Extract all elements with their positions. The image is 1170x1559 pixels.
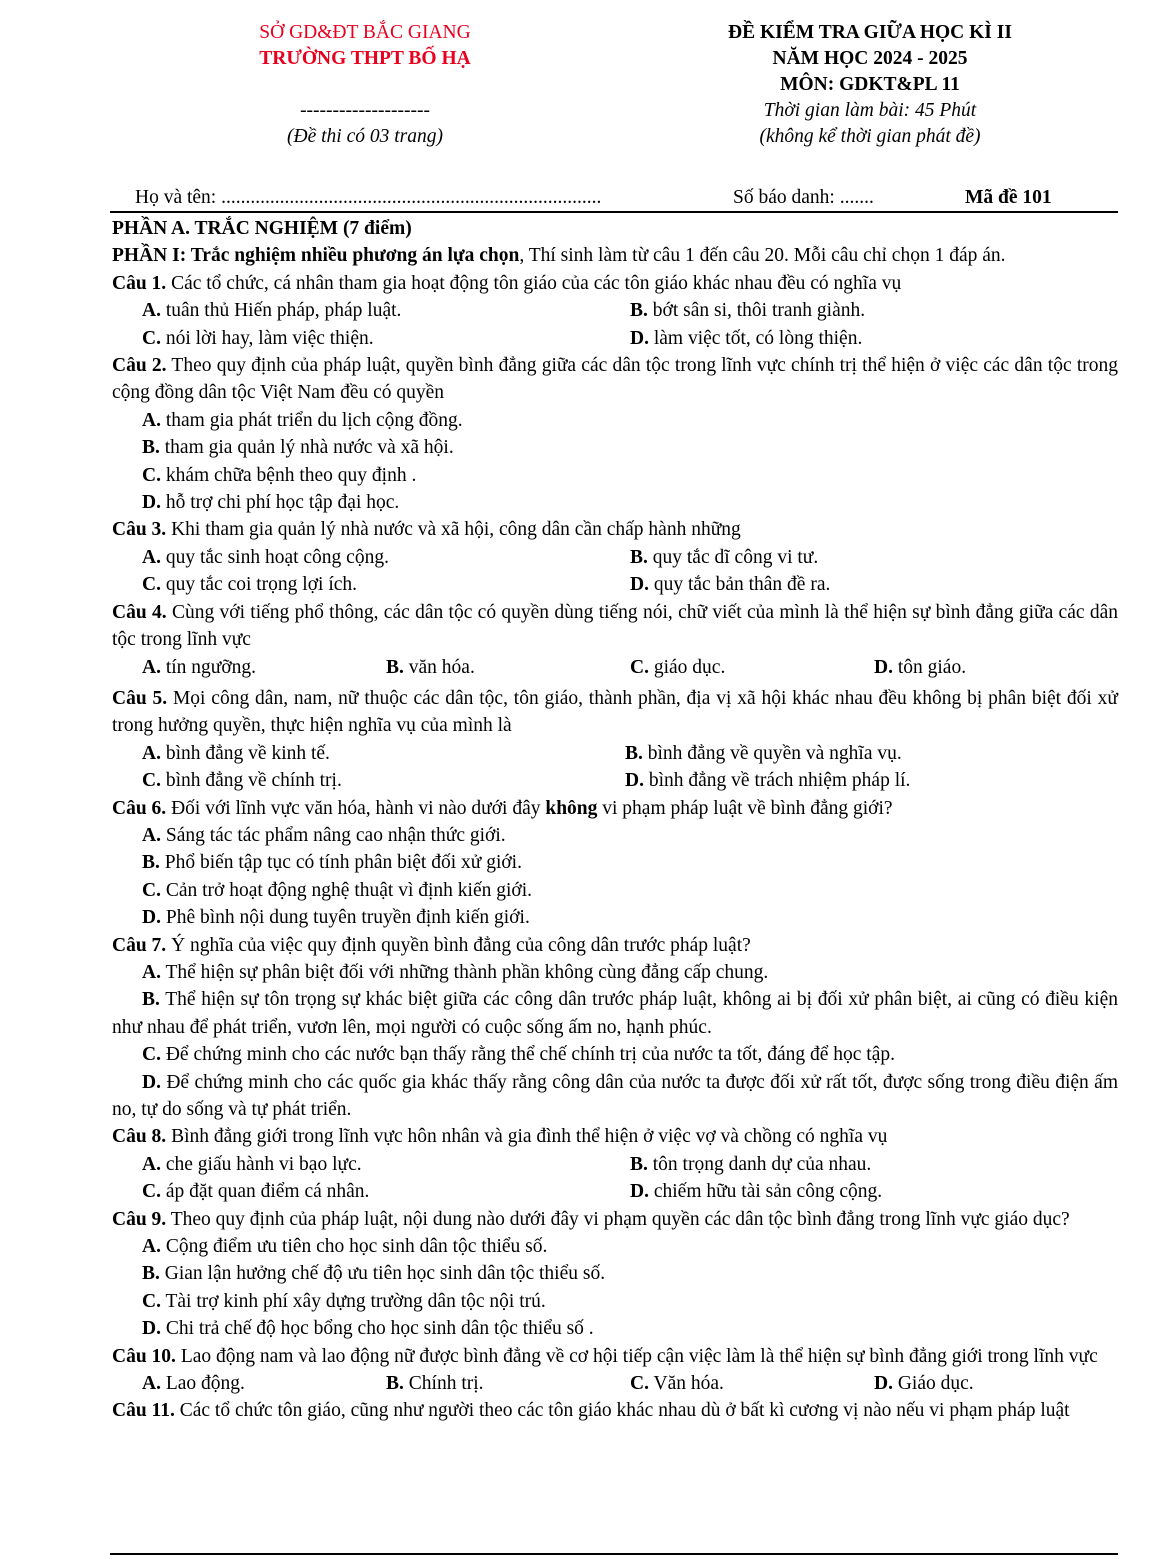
question-10 [112, 1343, 1118, 1370]
question-number: Câu 7. [112, 934, 167, 956]
question-1 [112, 270, 1118, 297]
bottom-rule [110, 1553, 1118, 1555]
option-d[interactable]: D. hỗ trợ chi phí học tập đại học. [142, 492, 400, 514]
student-id-field: Số báo danh: ....... [733, 187, 874, 208]
part1-title: PHẦN I: Trắc nghiệm nhiều phương án lựa chọn [112, 245, 520, 267]
question-number: Câu 9. [112, 1208, 167, 1230]
option-c[interactable]: C. Để chứng minh cho các nước bạn thấy rằng thể chế chính trị của nước ta tốt, đáng để học tập. [142, 1044, 895, 1066]
option-d[interactable]: D. Chi trả chế độ học bổng cho học sinh dân tộc thiểu số . [142, 1318, 594, 1340]
options-row [112, 325, 1118, 352]
option-d[interactable]: D. chiếm hữu tài sản công cộng. [630, 1181, 883, 1203]
question-6 [112, 795, 1118, 822]
question-text: Khi tham gia quản lý nhà nước và xã hội, công dân cần chấp hành những [166, 519, 741, 541]
question-9 [112, 1206, 1118, 1233]
question-number: Câu 8. [112, 1126, 167, 1148]
option-b[interactable]: B. bình đẳng về quyền và nghĩa vụ. [625, 742, 902, 764]
top-rule [110, 211, 1118, 213]
exam-code: Mã đề 101 [965, 187, 1052, 208]
option-a[interactable]: A. tín ngưỡng. [142, 656, 257, 678]
question-number: Câu 4. [112, 601, 167, 623]
option-d[interactable]: D. Giáo dục. [874, 1373, 974, 1395]
school-year: NĂM HỌC 2024 - 2025 [772, 48, 968, 69]
option-d[interactable]: D. Phê bình nội dung tuyên truyền định kiến giới. [142, 907, 530, 929]
option-b[interactable]: B. tham gia quản lý nhà nước và xã hội. [142, 437, 454, 459]
option-c[interactable]: C. Văn hóa. [630, 1373, 724, 1395]
exam-body [112, 215, 1118, 1425]
question-text: Các tổ chức tôn giáo, cũng như người theo các tôn giáo khác nhau dù ở bất kì cương vị nào nếu vi phạm pháp luật [174, 1400, 1070, 1422]
options-row [112, 544, 1118, 571]
question-number: Câu 11. [112, 1400, 175, 1422]
header-right [640, 20, 1100, 150]
option-a[interactable]: A. tuân thủ Hiến pháp, pháp luật. [142, 300, 402, 322]
option-b[interactable]: B. Chính trị. [386, 1373, 484, 1395]
question-number: Câu 1. [112, 272, 167, 294]
question-text: Theo quy định của pháp luật, quyền bình đẳng giữa các dân tộc trong lĩnh vực chính trị thể hiện ở việc các dân tộc trong cộng đồng dân tộc Việt Nam đều có quyền [112, 355, 1118, 404]
option-b[interactable]: B. tôn trọng danh dự của nhau. [630, 1153, 872, 1175]
option-d[interactable]: D. Để chứng minh cho các quốc gia khác thấy rằng công dân của nước ta được đối xử rất tốt, được sống trong điều điện ấm no, tự do sống và tự phát triển. [112, 1071, 1118, 1120]
option-b[interactable]: B. bớt sân si, thôi tranh giành. [630, 300, 866, 322]
option-a[interactable]: A. tham gia phát triển du lịch cộng đồng. [142, 409, 463, 431]
question-text-end: vi phạm pháp luật về bình đẳng giới? [597, 797, 893, 819]
option-b[interactable]: B. Phổ biến tập tục có tính phân biệt đối xử giới. [142, 852, 522, 874]
question-4 [112, 599, 1118, 654]
option-b[interactable]: B. Gian lận hưởng chế độ ưu tiên học sinh dân tộc thiểu số. [142, 1263, 606, 1285]
question-text: Đối với lĩnh vực văn hóa, hành vi nào dưới đây [166, 797, 546, 819]
department-name: SỞ GD&ĐT BẮC GIANG [259, 22, 471, 43]
option-b[interactable]: B. văn hóa. [386, 656, 475, 678]
question-text: Cùng với tiếng phổ thông, các dân tộc có quyền dùng tiếng nói, chữ viết của mình là thể hiện sự bình đẳng giữa các dân tộc trong lĩnh vực [112, 601, 1118, 651]
school-name: TRƯỜNG THPT BỐ HẠ [259, 48, 471, 69]
question-number: Câu 3. [112, 519, 167, 541]
option-c[interactable]: C. quy tắc coi trọng lợi ích. [142, 574, 358, 596]
option-d[interactable]: D. làm việc tốt, có lòng thiện. [630, 327, 863, 349]
option-a[interactable]: A. Thể hiện sự phân biệt đối với những thành phần không cùng đẳng cấp chung. [142, 961, 769, 983]
options-row [112, 767, 1118, 794]
question-11 [112, 1397, 1118, 1424]
option-c[interactable]: C. áp đặt quan điểm cá nhân. [142, 1181, 370, 1203]
exam-time-note: (không kể thời gian phát đề) [759, 126, 981, 147]
option-d[interactable]: D. quy tắc bản thân đề ra. [630, 574, 831, 596]
question-text: Ý nghĩa của việc quy định quyền bình đẳng của công dân trước pháp luật? [166, 934, 751, 956]
options-row [112, 1151, 1118, 1178]
part1-rest: , Thí sinh làm từ câu 1 đến câu 20. Mỗi câu chỉ chọn 1 đáp án. [519, 245, 1006, 267]
option-a[interactable]: A. Cộng điểm ưu tiên cho học sinh dân tộc thiểu số. [142, 1236, 548, 1258]
question-8 [112, 1123, 1118, 1150]
part1-instructions [112, 242, 1118, 269]
option-b[interactable]: B. Thể hiện sự tôn trọng sự khác biệt giữa các công dân trước pháp luật, không ai bị đối xử phân biệt, ai cũng có điều kiện như nhau để phát triển, vươn lên, mọi người có cuộc sống ấm no, hạnh phúc. [112, 989, 1118, 1038]
student-name-field: Họ và tên: .............................................................................. [135, 187, 602, 208]
question-5 [112, 685, 1118, 740]
option-c[interactable]: C. Tài trợ kinh phí xây dựng trường dân tộc nội trú. [142, 1290, 546, 1312]
options-row [112, 654, 1118, 681]
question-2 [112, 352, 1118, 407]
option-c[interactable]: C. giáo dục. [630, 656, 726, 678]
question-number: Câu 5. [112, 687, 168, 709]
question-number: Câu 10. [112, 1345, 176, 1367]
option-b[interactable]: B. quy tắc dĩ công vi tư. [630, 546, 819, 568]
option-a[interactable]: A. Sáng tác tác phẩm nâng cao nhận thức giới. [142, 824, 506, 846]
header-left [160, 20, 570, 150]
option-a[interactable]: A. bình đẳng về kinh tế. [142, 742, 330, 764]
options-row [112, 297, 1118, 324]
option-a[interactable]: A. che giấu hành vi bạo lực. [142, 1153, 362, 1175]
question-text: Lao động nam và lao động nữ được bình đẳng về cơ hội tiếp cận việc làm là thể hiện sự bình đẳng giới trong lĩnh vực [175, 1345, 1098, 1367]
question-number: Câu 2. [112, 355, 167, 377]
question-text: Mọi công dân, nam, nữ thuộc các dân tộc, tôn giáo, thành phần, địa vị xã hội khác nhau đều không bị phân biệt đối xử trong hưởng quyền, thực hiện nghĩa vụ của mình là [112, 687, 1118, 737]
option-d[interactable]: D. tôn giáo. [874, 656, 967, 678]
question-3 [112, 516, 1118, 543]
subject: MÔN: GDKT&PL 11 [780, 74, 960, 95]
question-emphasis: không [545, 797, 598, 819]
option-a[interactable]: A. quy tắc sinh hoạt công cộng. [142, 546, 389, 568]
option-a[interactable]: A. Lao động. [142, 1373, 245, 1395]
header-divider: -------------------- [300, 100, 430, 121]
options-row [112, 740, 1118, 767]
question-number: Câu 6. [112, 797, 167, 819]
option-c[interactable]: C. bình đẳng về chính trị. [142, 770, 342, 792]
section-a-title: PHẦN A. TRẮC NGHIỆM (7 điểm) [112, 218, 412, 239]
option-d[interactable]: D. bình đẳng về trách nhiệm pháp lí. [625, 770, 911, 792]
options-row [112, 571, 1118, 598]
exam-title: ĐỀ KIỂM TRA GIỮA HỌC KÌ II [728, 22, 1012, 43]
question-text: Theo quy định của pháp luật, nội dung nào dưới đây vi phạm quyền các dân tộc bình đẳng trong lĩnh vực giáo dục? [166, 1208, 1070, 1230]
options-row [112, 1178, 1118, 1205]
option-c[interactable]: C. khám chữa bệnh theo quy định . [142, 464, 417, 486]
question-text: Các tổ chức, cá nhân tham gia hoạt động tôn giáo của các tôn giáo khác nhau đều có nghĩa vụ [166, 272, 902, 294]
question-7 [112, 932, 1118, 959]
option-c[interactable]: C. Cản trở hoạt động nghệ thuật vì định kiến giới. [142, 879, 533, 901]
options-row [112, 1370, 1118, 1397]
exam-time: Thời gian làm bài: 45 Phút [763, 100, 977, 121]
page-count-note: (Đề thi có 03 trang) [287, 126, 443, 147]
question-text: Bình đẳng giới trong lĩnh vực hôn nhân và gia đình thể hiện ở việc vợ và chồng có nghĩa vụ [166, 1126, 888, 1148]
option-c[interactable]: C. nói lời hay, làm việc thiện. [142, 327, 374, 349]
